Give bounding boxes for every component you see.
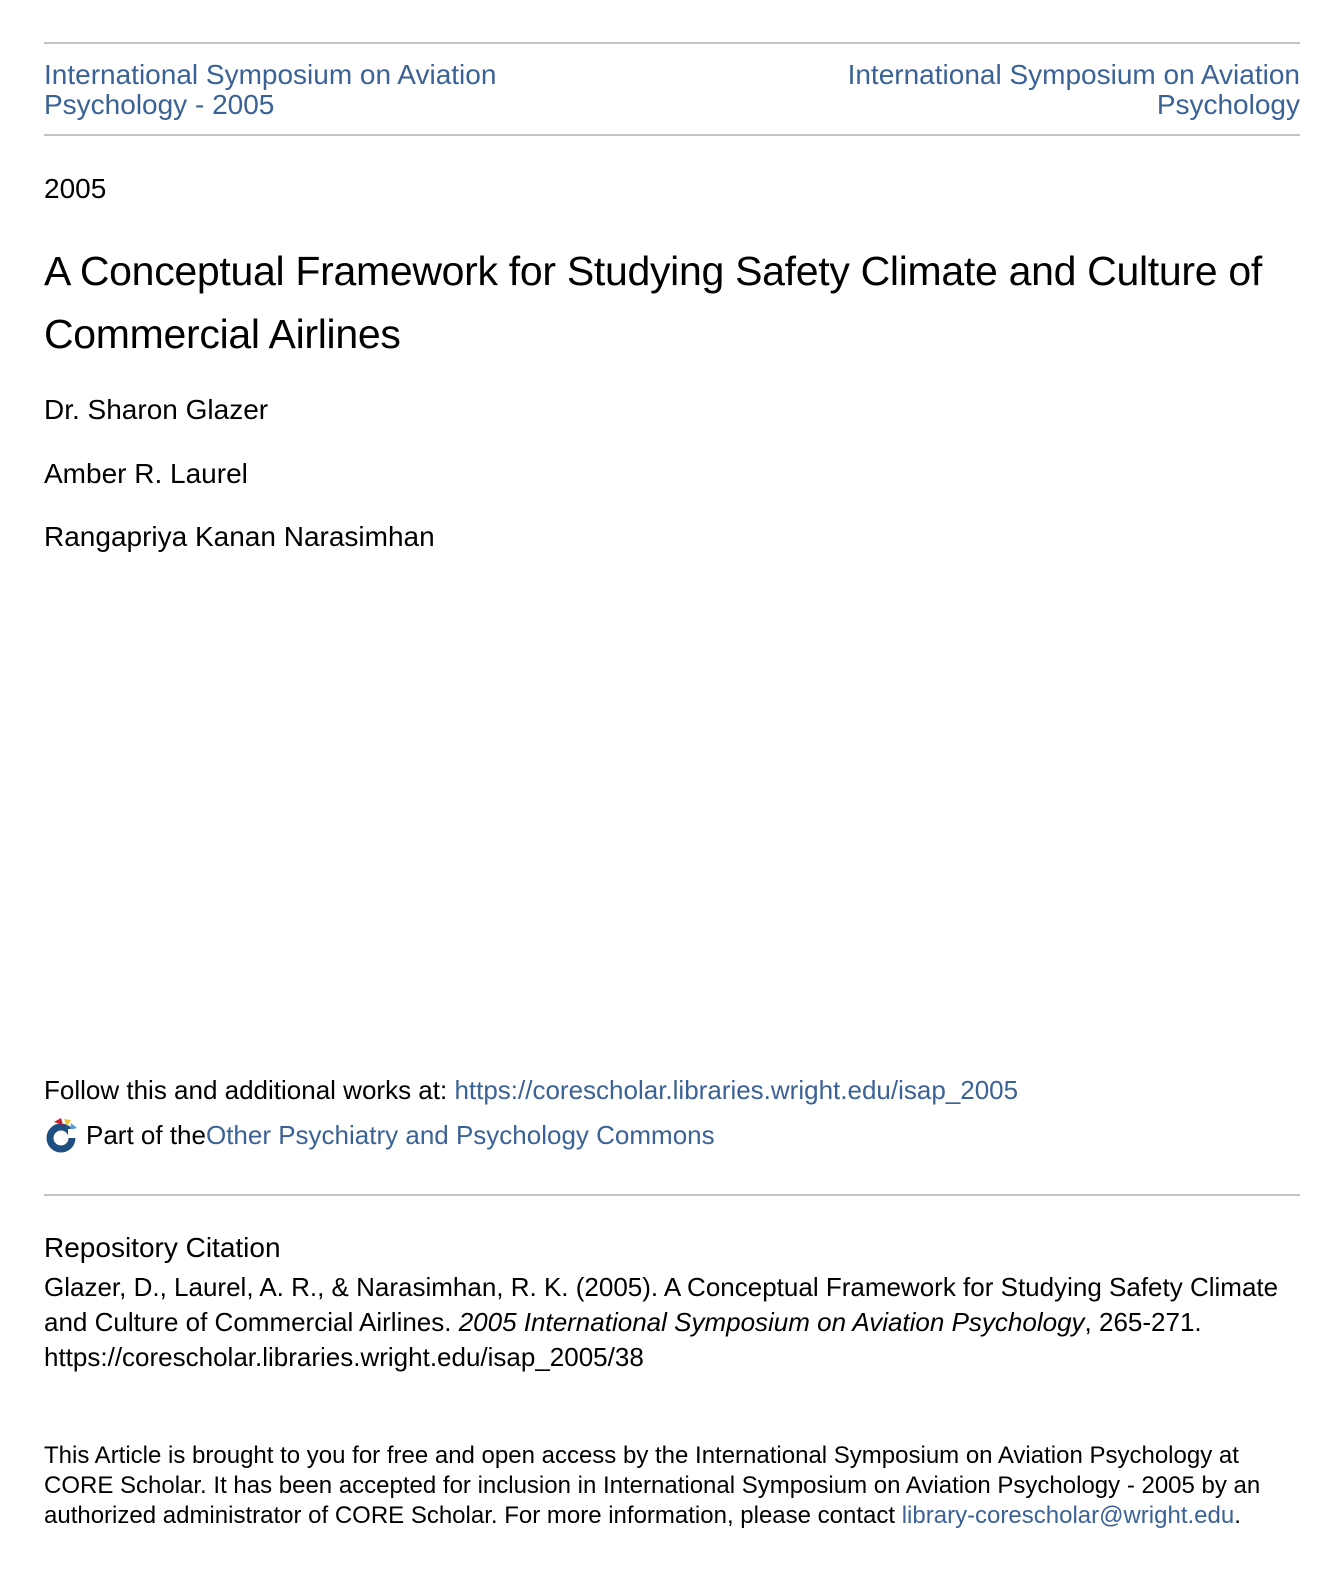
access-notice-text: This Article is brought to you for free and open access by the International Symposium on Aviation Psychology at CORE Scholar. It has been accepted for inclusion in International Symposium on Aviation Psychology - 2005 by an authorized administrator of CORE Scholar. For more information, please contact bbox=[44, 1442, 1261, 1529]
contact-email-link[interactable]: library-corescholar@wright.edu bbox=[901, 1502, 1235, 1529]
part-of-line bbox=[44, 1116, 715, 1154]
commons-discipline-link[interactable]: Other Psychiatry and Psychology Commons bbox=[205, 1120, 715, 1150]
network-commons-icon bbox=[44, 1116, 80, 1154]
header-series-link[interactable]: International Symposium on Aviation Psychology bbox=[847, 59, 1300, 120]
citation-journal: 2005 International Symposium on Aviation Psychology bbox=[458, 1307, 1085, 1337]
citation-url: https://corescholar.libraries.wright.edu/isap_2005/38 bbox=[44, 1342, 644, 1372]
author-name: Dr. Sharon Glazer bbox=[44, 394, 269, 425]
header-collection-link[interactable]: International Symposium on Aviation Psychology - 2005 bbox=[44, 59, 497, 120]
follow-line bbox=[44, 1075, 1018, 1105]
repository-citation-heading: Repository Citation bbox=[44, 1232, 281, 1263]
repository-citation-text bbox=[44, 1270, 1300, 1375]
citation-text-before: Glazer, D., Laurel, A. R., & Narasimhan, R. K. (2005). A Conceptual Framework for Studying Safety Climate and Culture of Commercial Airlines. bbox=[44, 1272, 1279, 1337]
citation-rule bbox=[44, 1194, 1300, 1196]
citation-text-after: , 265-271. bbox=[1084, 1307, 1202, 1337]
access-notice-end: . bbox=[1234, 1502, 1241, 1529]
publication-year: 2005 bbox=[44, 173, 107, 204]
follow-prefix: Follow this and additional works at: bbox=[44, 1075, 455, 1105]
author-name: Amber R. Laurel bbox=[44, 458, 248, 489]
top-rule bbox=[44, 42, 1300, 44]
follow-url-link[interactable]: https://corescholar.libraries.wright.edu/isap_2005 bbox=[454, 1075, 1019, 1105]
header-bottom-rule bbox=[44, 134, 1300, 136]
access-notice bbox=[44, 1441, 1300, 1531]
author-name: Rangapriya Kanan Narasimhan bbox=[44, 521, 435, 552]
page-title: A Conceptual Framework for Studying Safety Climate and Culture of Commercial Airlines bbox=[44, 248, 1262, 357]
part-of-prefix: Part of the bbox=[86, 1120, 206, 1150]
